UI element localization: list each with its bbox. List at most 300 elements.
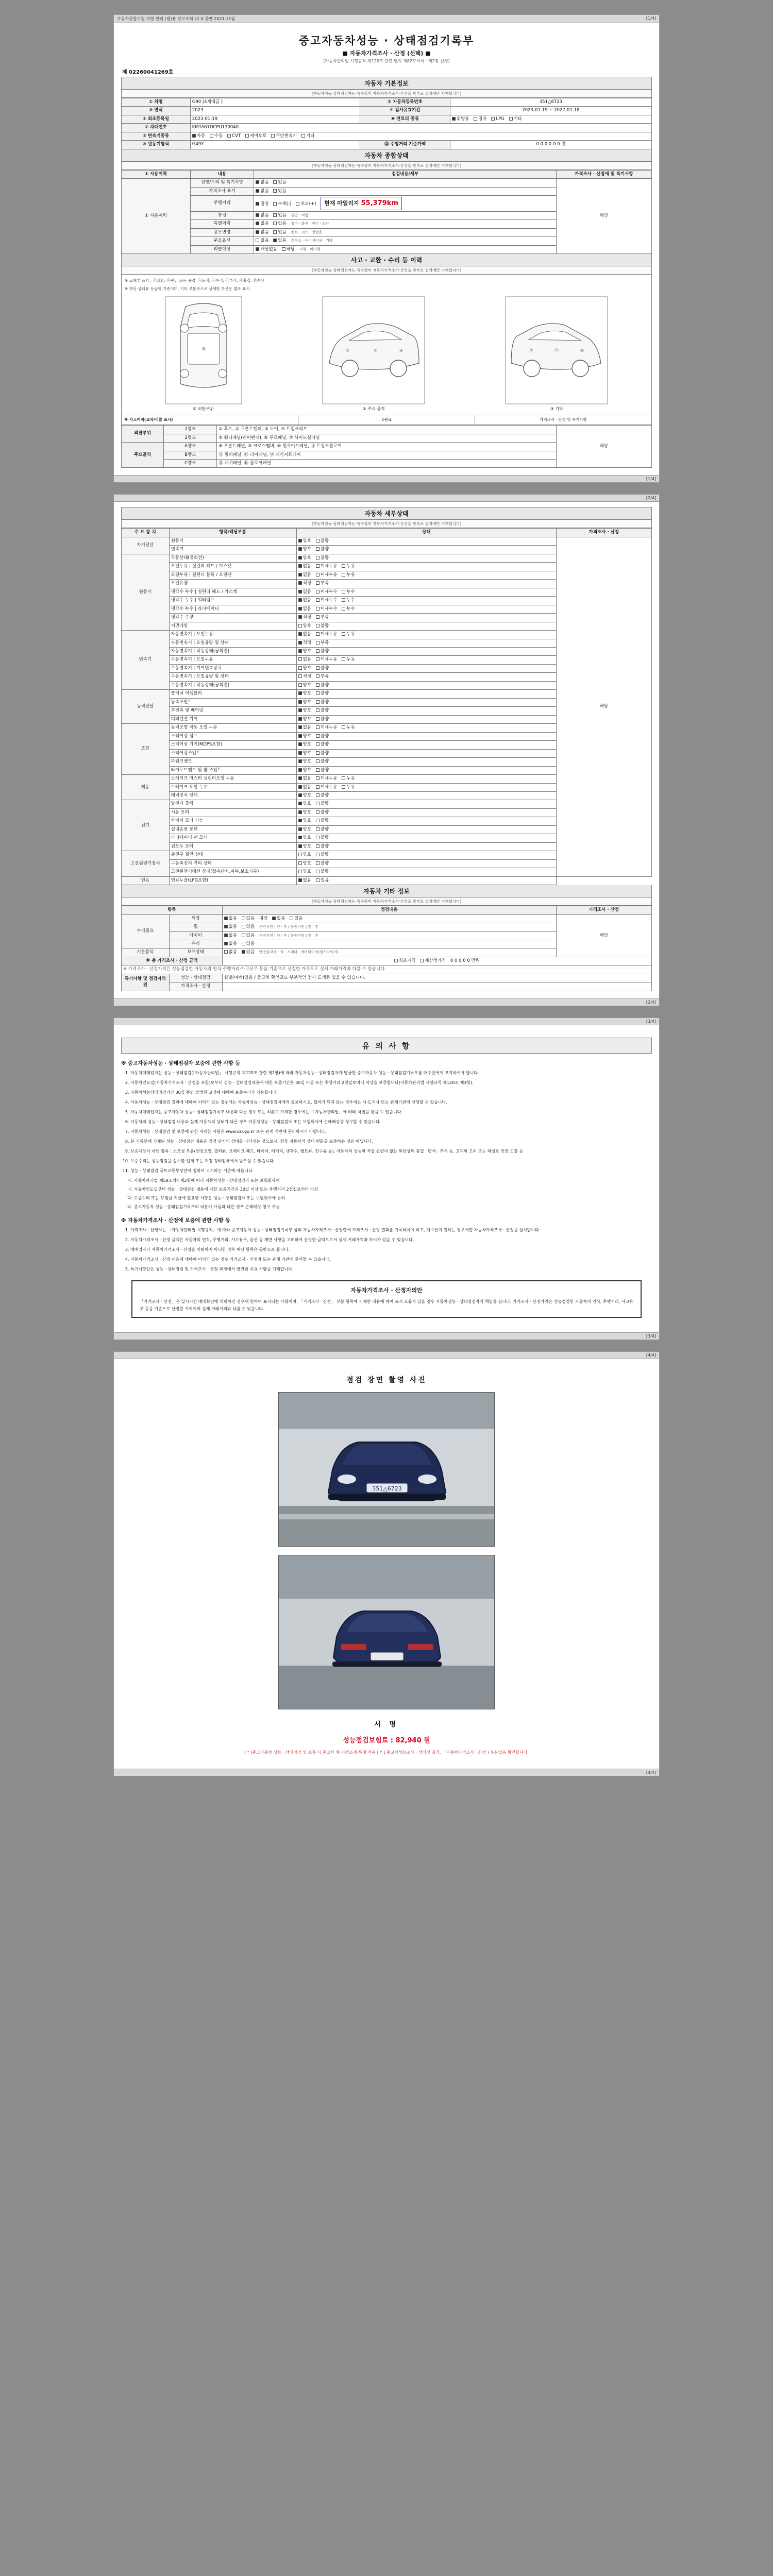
opt-label: 불량 — [320, 869, 329, 875]
detail-opts-1-1 — [296, 563, 556, 571]
opt-applicable[interactable] — [282, 247, 295, 252]
opt-label: 양호 — [303, 767, 311, 773]
opt-bad[interactable] — [316, 538, 329, 544]
opt-na[interactable] — [256, 247, 277, 252]
opt-minor[interactable] — [316, 598, 338, 603]
opt-leak[interactable] — [342, 606, 355, 612]
opt-none[interactable] — [224, 916, 237, 922]
opt-yes-2[interactable] — [290, 916, 303, 922]
opt-leak[interactable] — [342, 632, 355, 637]
opt-good[interactable] — [298, 844, 311, 850]
detail-item-1-5: 냉각수 누수 | 워터펌프 — [169, 597, 296, 605]
opt-none[interactable] — [298, 776, 311, 782]
opt-leak[interactable] — [342, 776, 355, 782]
opt-good[interactable] — [298, 708, 311, 714]
opt-leak[interactable] — [342, 598, 355, 603]
checkbox-icon — [298, 734, 302, 738]
opt-bad[interactable] — [316, 852, 329, 858]
opt-label: 없음 — [228, 941, 237, 947]
opt-good[interactable] — [298, 768, 311, 773]
checkbox-icon — [296, 202, 299, 206]
detail-opts-4-4 — [296, 758, 556, 766]
opt-label: 양호 — [303, 801, 311, 807]
opt-good[interactable] — [298, 538, 311, 544]
opt-label: 누수 — [346, 598, 355, 603]
overall-group-label: ① 사용이력 — [122, 179, 191, 254]
checkbox-icon — [316, 556, 320, 560]
opt-good[interactable] — [298, 717, 311, 722]
fuel-option-etc[interactable] — [509, 116, 522, 122]
checkbox-icon — [342, 564, 345, 568]
opt-none[interactable] — [256, 189, 268, 194]
list-item: 4. 자동차성능 · 상태점검 결과에 대하여 이의가 있는 경우에는 자동차성능 · 상태점검자에게 통보하시고, 협의가 되지 않는 경우에는 시·도지사 또는 관계기관에 신청할 수 있습니다. — [130, 1099, 652, 1106]
opt-bad[interactable] — [316, 734, 329, 739]
etc-row-2-pos: 운전석전 | 전 · 후 / 동승석전 | 전 · 후 — [259, 933, 318, 938]
checkbox-icon — [316, 785, 320, 789]
checkbox-icon — [298, 590, 302, 594]
detail-item-4-4: 파워크랭크 — [169, 758, 296, 766]
detail-group-4: 조향 — [122, 724, 170, 775]
opt-bad[interactable] — [316, 742, 329, 748]
opt-yes[interactable] — [242, 950, 255, 955]
opt-none[interactable] — [256, 180, 268, 185]
opt-label: 미세누유 — [320, 776, 338, 782]
opt-low[interactable] — [316, 640, 329, 646]
checkbox-icon — [316, 810, 320, 814]
basic-info-table — [121, 98, 652, 149]
opt-good[interactable] — [298, 810, 311, 816]
notice-sub-3: 라. 중고자동차 성능 · 상태점검기록부의 내용이 사실과 다른 경우 손해배상 청구 가능 — [127, 1204, 280, 1209]
opt-yes[interactable] — [273, 213, 286, 218]
checkbox-icon — [474, 117, 477, 121]
opt-none[interactable] — [298, 598, 311, 603]
opt-none[interactable] — [256, 213, 268, 218]
detail-opts-8-0 — [296, 876, 556, 885]
opt-bad[interactable] — [316, 844, 329, 850]
car-figure-side-right — [505, 296, 608, 412]
opt-good[interactable] — [298, 666, 311, 671]
checkbox-icon — [342, 632, 345, 636]
overall-row-4-name: 특별이력 — [190, 220, 254, 228]
checkbox-icon — [316, 547, 320, 551]
checkbox-icon — [316, 759, 320, 763]
opt-label: 양호 — [303, 860, 311, 866]
price-opt-0[interactable] — [394, 958, 416, 964]
opt-label: 있음 — [246, 941, 255, 947]
sheet2-topbar — [114, 495, 659, 502]
overall-row-5-opts — [254, 228, 557, 236]
opt-good[interactable] — [298, 734, 311, 739]
opt-good[interactable] — [298, 759, 311, 765]
opt-bad[interactable] — [316, 835, 329, 841]
checkbox-icon — [316, 844, 320, 848]
overall-th-3: 가격조사 · 산정에 및 특기사항 — [556, 170, 651, 178]
signature-label: 서 명 — [374, 1721, 399, 1729]
price-opt-1[interactable] — [420, 958, 446, 964]
opt-leak[interactable] — [342, 725, 355, 731]
detail-item-3-1: 등속조인트 — [169, 698, 296, 706]
overall-band-header: 자동차 종합상태 — [121, 149, 652, 162]
trans-option-auto[interactable] — [192, 133, 205, 139]
doc-number-label: 제 — [122, 70, 127, 75]
basic-band-note: (자동차성능·상태점검자는 특수장비 자동차가격조사·산정을 함부로 결과에만 기재합니다) — [121, 90, 652, 98]
opt-leak[interactable] — [342, 589, 355, 595]
opt-yes[interactable] — [242, 933, 255, 939]
detail-opts-1-8 — [296, 622, 556, 630]
detail-opts-5-2 — [296, 791, 556, 800]
opt-minor[interactable] — [316, 776, 338, 782]
doc-number — [122, 67, 652, 75]
detail-opts-1-0 — [296, 554, 556, 562]
opt-label: 없음 — [260, 238, 269, 244]
opt-label: 없음 — [303, 564, 311, 569]
opt-good[interactable] — [298, 623, 311, 629]
checkbox-icon — [316, 641, 320, 645]
basic-label-year: ③ 연식 — [122, 107, 191, 115]
checkbox-icon — [298, 539, 302, 543]
checkbox-icon — [298, 547, 302, 551]
basic-label-vin: ⑦ 차대번호 — [122, 124, 191, 132]
detail-opts-7-2 — [296, 868, 556, 876]
opt-minor[interactable] — [316, 589, 338, 595]
opt-label: 양호 — [303, 555, 311, 561]
accident-panel-note-title: ※ 사고이력(교차/리콜 표시) — [124, 417, 173, 422]
overall-row-3-note: 불법 · 적법 — [291, 213, 309, 217]
opt-bad[interactable] — [316, 759, 329, 765]
checkbox-icon — [316, 573, 320, 577]
opt-bad[interactable] — [316, 751, 329, 756]
opt-good[interactable] — [298, 555, 311, 561]
opt-none[interactable] — [298, 564, 311, 569]
page-title: 중고자동차성능 · 상태점검기록부 — [298, 35, 475, 47]
fuel-label-6: 기타 — [513, 116, 523, 122]
etc-row-4-items: 안전삼각대 · 잭 · 스페너 · 예비타이어(임시타이어) — [259, 950, 339, 955]
checkbox-icon — [242, 942, 245, 945]
price-note: ※ 가격조사 · 산정가격은 성능점검한 자동차의 연식·주행거리·사고유무 등을 기준으로 산정한 가격으로 실제 거래가격과 다를 수 있습니다. — [122, 965, 652, 974]
frame-rank-0-1: 1랭크 — [164, 426, 217, 434]
opt-yes[interactable] — [242, 941, 255, 947]
opt-label: 있음 — [278, 229, 287, 235]
opt-bad[interactable] — [316, 649, 329, 654]
opt-none[interactable] — [298, 572, 311, 578]
opt-minor[interactable] — [316, 564, 338, 569]
opt-good[interactable] — [298, 818, 311, 824]
overall-row-7-note: 이행 · 미이행 — [299, 247, 321, 251]
detail-item-4-1: 스티어링 펌프 — [169, 732, 296, 740]
opt-bad[interactable] — [316, 810, 329, 816]
basic-label-mileage-std: ⑬ 주행거리 기준가액 — [360, 141, 450, 149]
opt-label: 불량 — [320, 801, 329, 807]
opt-good[interactable] — [298, 547, 311, 552]
checkbox-icon — [316, 717, 320, 721]
opt-none[interactable] — [256, 221, 268, 227]
etc-th-2: 가격조사 · 산정 — [556, 906, 651, 914]
basic-label-trans: ⑧ 변속기종류 — [122, 132, 191, 140]
opt-bad[interactable] — [316, 768, 329, 773]
opt-yes[interactable] — [273, 238, 286, 244]
opt-good[interactable] — [298, 835, 311, 841]
sheet4-topbar — [114, 1352, 659, 1359]
special-opt-1: 가격조사 · 산정 — [169, 982, 222, 991]
opt-minor[interactable] — [316, 785, 338, 790]
inspection-fee: 성능점검보험료 : 82,940 원 — [343, 1737, 430, 1745]
opt-leak[interactable] — [342, 785, 355, 790]
opt-good[interactable] — [298, 691, 311, 697]
opt-bad[interactable] — [316, 555, 329, 561]
opt-bad[interactable] — [316, 869, 329, 875]
checkbox-icon — [316, 539, 320, 543]
detail-band-header: 자동차 세부상태 — [121, 507, 652, 520]
opt-label: 정상 — [260, 201, 269, 207]
opt-more[interactable] — [296, 201, 316, 207]
opt-bad[interactable] — [316, 827, 329, 833]
opt-good[interactable] — [298, 649, 311, 654]
table-row — [122, 957, 652, 965]
opt-yes[interactable] — [273, 189, 286, 194]
opt-leak[interactable] — [342, 572, 355, 578]
trans-option-etc[interactable] — [301, 133, 314, 139]
checkbox-icon — [298, 598, 302, 602]
overall-row-3-opts — [254, 211, 557, 219]
opt-low[interactable] — [316, 581, 329, 586]
opt-leak[interactable] — [342, 564, 355, 569]
opt-label: 있음 — [246, 916, 255, 921]
checkbox-icon — [316, 793, 320, 797]
opt-good[interactable] — [298, 793, 311, 799]
detail-opts-6-5 — [296, 842, 556, 851]
opt-bad[interactable] — [316, 793, 329, 799]
opt-none-2[interactable] — [272, 916, 285, 922]
opt-none[interactable] — [298, 785, 311, 790]
special-value: 실별(여백)있음 / 중고차 확인코드 부분적인 검사 도색은 있을 수 있습니다. — [222, 974, 652, 982]
opt-label: 양호 — [303, 826, 311, 832]
basic-label-firstreg: ⑤ 최초등록일 — [122, 115, 191, 123]
checkbox-icon — [273, 189, 277, 193]
list-item: 1. 자동차매매업자는 성능 · 상태점검(「자동차관리법」 시행규칙 제120조 관련 제2항)에 따라 자동차성능 · 상태점검자가 발급한 중고자동차 성능 · 상태점검기록부를 매수인에게 고지하여야 합니다. — [130, 1070, 652, 1077]
opt-label: 있음 — [278, 212, 287, 218]
checkbox-icon — [224, 934, 228, 937]
detail-opts-1-7 — [296, 614, 556, 622]
opt-none[interactable] — [256, 230, 268, 235]
topbar-right-text-3: [3/4] — [646, 1019, 656, 1024]
opt-label: 누유 — [346, 564, 355, 569]
trans-option-cvt2[interactable] — [271, 133, 297, 139]
checkbox-icon — [224, 925, 228, 928]
opt-label: 양호 — [303, 716, 311, 722]
opt-normal[interactable] — [256, 201, 268, 207]
fuel-option-gasoline[interactable] — [452, 116, 469, 122]
opt-label: 양호 — [303, 750, 311, 756]
opt-none[interactable] — [256, 238, 268, 244]
opt-bad[interactable] — [316, 818, 329, 824]
opt-good[interactable] — [298, 861, 311, 867]
car-figure-side-caption: ② 주요 골격 — [362, 406, 385, 412]
opt-bad[interactable] — [316, 801, 329, 807]
detail-table — [121, 528, 652, 885]
sheet1-footer: [1/4] — [114, 475, 659, 482]
checkbox-icon — [298, 870, 302, 873]
fuel-option-lpg[interactable] — [491, 116, 504, 122]
opt-none[interactable] — [298, 878, 311, 884]
opt-label: 없음 — [303, 632, 311, 637]
opt-ok[interactable] — [298, 640, 311, 646]
doc-subnote: (자동차관리법 시행규칙 제120조 관련 별지 제82호서식 · 제2장 신청) — [323, 59, 450, 63]
checkbox-icon — [242, 917, 245, 920]
overall-row-4-note: 침수 · 화재 · 전손 · 도난 — [291, 222, 329, 226]
opt-good[interactable] — [298, 869, 311, 875]
opt-good[interactable] — [298, 801, 311, 807]
opt-label: 양호 — [303, 538, 311, 544]
opt-bad[interactable] — [316, 717, 329, 722]
detail-item-7-0: 충전구 절연 상태 — [169, 851, 296, 859]
basic-label-inspection: ④ 검사유효기간 — [360, 107, 450, 115]
opt-yes[interactable] — [273, 221, 286, 227]
opt-label: 양호 — [303, 869, 311, 875]
opt-none[interactable] — [298, 657, 311, 663]
checkbox-icon — [298, 844, 302, 848]
checkbox-icon — [342, 657, 345, 661]
etc-row-1-opts — [222, 923, 556, 931]
frame-items-1-2: ⑫ 필러패널, ⑬ 리어패널, ⑭ 패키지트레이 — [217, 451, 557, 459]
opt-leak[interactable] — [342, 657, 355, 663]
opt-label: 미세누수 — [320, 589, 338, 595]
opt-less[interactable] — [273, 201, 291, 207]
checkbox-icon — [316, 768, 320, 772]
checkbox-icon — [298, 827, 302, 831]
fuel-option-diesel[interactable] — [474, 116, 486, 122]
opt-bad[interactable] — [316, 861, 329, 867]
accident-rank-col-2: 가격조사 · 산정 및 특기사항 — [540, 417, 587, 422]
trans-option-manual[interactable] — [210, 133, 223, 139]
detail-opts-0-0 — [296, 537, 556, 545]
opt-minor[interactable] — [316, 725, 338, 731]
opt-good[interactable] — [298, 742, 311, 748]
opt-label: 있음 — [246, 933, 255, 938]
checkbox-icon — [298, 674, 302, 678]
opt-minor[interactable] — [316, 632, 338, 637]
opt-label: 누유 — [346, 657, 355, 663]
overall-row-2-name: 주행거리 — [190, 196, 254, 212]
opt-label: 있음 — [278, 180, 287, 185]
opt-label: 적정 — [303, 674, 311, 680]
opt-label: 있음 — [246, 924, 255, 930]
opt-yes[interactable] — [316, 878, 329, 884]
opt-label: 없음 — [303, 572, 311, 578]
checkbox-icon — [256, 213, 259, 217]
opt-yes[interactable] — [242, 924, 255, 930]
list-item: 7. 자동차성능 · 상태점검 및 보증에 관한 자세한 사항은 www.car.go.kr 또는 관계 기관에 문의하시기 바랍니다. — [130, 1128, 652, 1136]
opt-good[interactable] — [298, 683, 311, 688]
opt-bad[interactable] — [316, 691, 329, 697]
opt-label: 불량 — [320, 843, 329, 849]
basic-label-plate: ② 자동차등록번호 — [360, 98, 450, 107]
detail-item-6-4: 라디에이터 팬 모터 — [169, 834, 296, 842]
opt-good[interactable] — [298, 852, 311, 858]
opt-yes[interactable] — [242, 916, 255, 922]
opt-label: 적정 — [303, 615, 311, 620]
basic-value-firstreg: 2023-01-19 — [190, 115, 360, 123]
notice-list-1 — [130, 1070, 652, 1175]
table-row — [122, 179, 652, 187]
opt-none[interactable] — [224, 933, 237, 939]
checkbox-icon — [282, 247, 285, 251]
checkbox-icon — [342, 598, 345, 602]
checkbox-icon — [342, 607, 345, 611]
opt-bad[interactable] — [316, 700, 329, 705]
sheet-4 — [113, 1351, 660, 1776]
etc-th-1: 점검내용 — [222, 906, 556, 914]
opt-none[interactable] — [298, 725, 311, 731]
checkbox-icon — [298, 708, 302, 712]
table-row — [122, 132, 652, 140]
checkbox-icon — [316, 607, 320, 611]
checkbox-icon — [298, 615, 302, 619]
opt-bad[interactable] — [316, 683, 329, 688]
detail-item-7-1: 구동축전지 격리 상태 — [169, 859, 296, 868]
opt-none[interactable] — [298, 606, 311, 612]
opt-ok[interactable] — [298, 674, 311, 680]
opt-low[interactable] — [316, 674, 329, 680]
topbar-right-text: [1/4] — [646, 16, 656, 21]
trans-option-semiauto[interactable] — [245, 133, 267, 139]
opt-yes[interactable] — [273, 230, 286, 235]
opt-good[interactable] — [298, 751, 311, 756]
table-row — [122, 141, 652, 149]
opt-none[interactable] — [298, 632, 311, 637]
checkbox-icon — [298, 556, 302, 560]
checkbox-icon — [509, 117, 513, 121]
opt-minor[interactable] — [316, 657, 338, 663]
opt-good[interactable] — [298, 827, 311, 833]
opt-none[interactable] — [298, 589, 311, 595]
detail-opts-5-1 — [296, 783, 556, 791]
etc-group-basic: 기본품목 — [122, 948, 170, 957]
checkbox-icon — [298, 810, 302, 814]
overall-row-6-opts — [254, 237, 557, 245]
etc-row-0-label2: 내장 — [259, 916, 268, 921]
footer-red-note: [ * ]중고자동차 성능 · 상태점검 및 보증 시 중고차 매 저감조세 특례 적용 [ Y ] 중고차성능조사 · 상태점 결과, 「자동차가격조사 · 산정 ) 부분없음 확인합니다. — [244, 1750, 529, 1755]
opt-label: 양호 — [303, 852, 311, 858]
opt-low[interactable] — [316, 615, 329, 620]
trans-option-cvt[interactable] — [227, 133, 241, 139]
opt-yes[interactable] — [273, 180, 286, 185]
detail-opts-6-0 — [296, 800, 556, 808]
opt-label: 양호 — [303, 759, 311, 765]
opt-label: 양호 — [303, 742, 311, 748]
opt-bad[interactable] — [316, 708, 329, 714]
frame-group-1: 주요골격 — [122, 443, 164, 468]
opt-bad[interactable] — [316, 623, 329, 629]
notice-title: 유 의 사 항 — [121, 1038, 652, 1054]
opt-good[interactable] — [298, 700, 311, 705]
overall-row-7-opts — [254, 245, 557, 253]
opt-bad[interactable] — [316, 666, 329, 671]
opt-none[interactable] — [224, 924, 237, 930]
opt-minor[interactable] — [316, 606, 338, 612]
opt-label: 없음 — [228, 933, 237, 938]
detail-item-2-1: 자동변속기 | 오일유량 및 상태 — [169, 639, 296, 647]
opt-bad[interactable] — [316, 547, 329, 552]
checkbox-icon — [224, 942, 228, 945]
opt-none[interactable] — [224, 950, 237, 955]
opt-minor[interactable] — [316, 572, 338, 578]
opt-label: 없음 — [303, 657, 311, 663]
opt-none[interactable] — [224, 941, 237, 947]
opt-label: 양호 — [303, 665, 311, 671]
opt-ok[interactable] — [298, 581, 311, 586]
checkbox-icon — [242, 925, 245, 928]
opt-ok[interactable] — [298, 615, 311, 620]
